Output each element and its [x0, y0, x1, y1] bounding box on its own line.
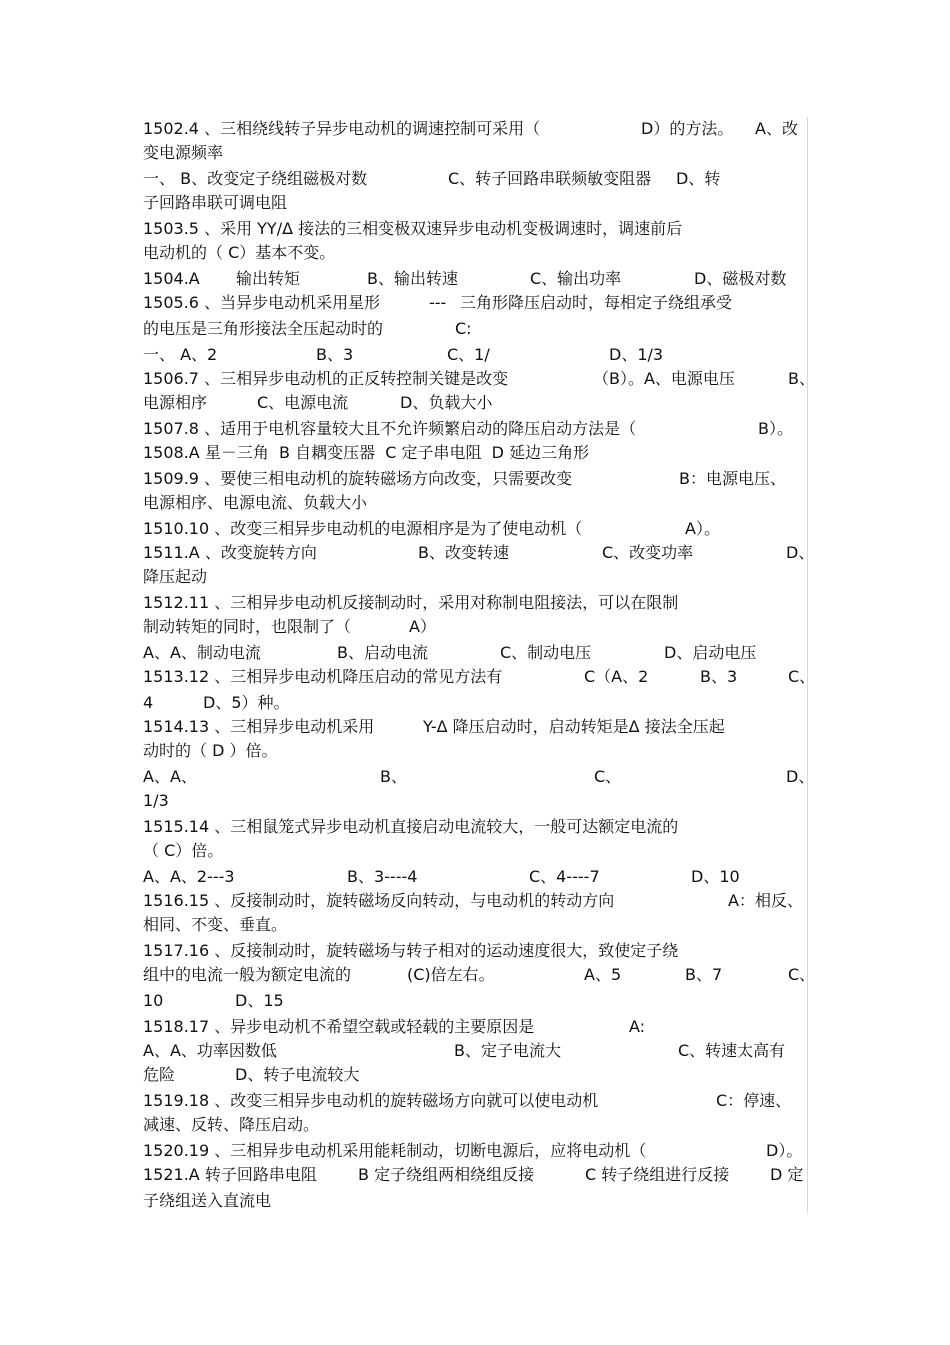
text-segment: C、4----7 [529, 867, 600, 886]
text-segment: D、 [786, 767, 815, 786]
text-segment: 1515.14 、三相鼠笼式异步电动机直接启动电流较大，一般可达额定电流的 [143, 817, 679, 836]
text-line [143, 1015, 807, 1039]
text-segment: C、改变功率 [602, 543, 694, 562]
text-line [143, 665, 816, 689]
text-segment: 组中的电流一般为额定电流的 [143, 965, 352, 984]
text-segment: D、负载大小 [400, 393, 493, 412]
text-line [143, 317, 807, 341]
text-segment: B、3 [316, 345, 354, 364]
text-segment: 电源相序 [143, 393, 208, 412]
text-segment: 1518.17 、异步电动机不希望空载或轻载的主要原因是 [143, 1017, 535, 1036]
text-segment: C、制动电压 [500, 643, 592, 662]
text-segment: 1521.A 转子回路串电阻 [143, 1165, 317, 1184]
text-segment: C、1/ [447, 345, 490, 364]
text-line [143, 865, 807, 889]
text-segment: 1506.7 、三相异步电动机的正反转控制关键是改变 [143, 369, 509, 388]
text-line [143, 615, 807, 639]
text-line [143, 467, 807, 491]
text-segment: D、5）种。 [203, 693, 290, 712]
text-segment: C、转子回路串联频敏变阻器 [448, 169, 652, 188]
text-segment: 1507.8 、适用于电机容量较大且不允许频繁启动的降压启动方法是（ [143, 419, 637, 438]
text-segment: 输出转矩 [236, 269, 301, 288]
text-line [143, 1063, 807, 1087]
text-segment: C: [455, 319, 472, 338]
text-segment: A）。 [685, 519, 720, 538]
text-segment: 变电源频率 [143, 143, 224, 162]
text-segment: C 转子绕组进行反接 [585, 1165, 730, 1184]
text-segment: B、改变转速 [418, 543, 509, 562]
text-segment: 危险 [143, 1065, 176, 1084]
text-segment: D）的方法。 [641, 119, 734, 138]
text-line [143, 1089, 807, 1113]
text-segment: 1519.18 、改变三相异步电动机的旋转磁场方向就可以使电动机 [143, 1091, 599, 1110]
text-segment: D）。 [766, 1141, 803, 1160]
text-line [143, 141, 807, 165]
text-segment: 1517.16 、反接制动时，旋转磁场与转子相对的运动速度很大，致使定子绕 [143, 941, 679, 960]
text-segment: 1513.12 、三相异步电动机降压启动的常见方法有 [143, 667, 503, 686]
text-line [143, 291, 807, 315]
text-segment: 1508.A 星－三角 B 自耦变压器 C 定子串电阻 D 延边三角形 [143, 443, 590, 462]
document-body [143, 117, 816, 1213]
text-segment: D、1/3 [609, 345, 664, 364]
text-segment: 减速、反转、降压启动。 [143, 1115, 320, 1134]
text-line [143, 1189, 807, 1213]
text-segment: C、 [788, 965, 816, 984]
text-segment: D、 [786, 543, 815, 562]
text-segment: B、 [788, 369, 815, 388]
text-line [143, 591, 807, 615]
text-segment: D、启动电压 [664, 643, 757, 662]
text-segment: 1509.9 、要使三相电动机的旋转磁场方向改变，只需要改变 [143, 469, 573, 488]
text-line [143, 367, 815, 391]
text-line [143, 641, 807, 665]
text-segment: D、10 [691, 867, 740, 886]
text-line [143, 839, 807, 863]
text-line [143, 241, 807, 265]
text-segment: C、 [594, 767, 622, 786]
text-segment: 1/3 [143, 791, 169, 810]
text-segment: B 定子绕组两相绕组反接 [358, 1165, 535, 1184]
text-segment: B、定子电流大 [454, 1041, 561, 1060]
text-line [143, 1139, 807, 1163]
text-line [143, 167, 807, 191]
text-segment: B、3 [700, 667, 738, 686]
text-segment: B、7 [685, 965, 723, 984]
text-segment: C（A、2 [584, 667, 649, 686]
text-segment: 一、 B、改变定子绕组磁极对数 [143, 169, 368, 188]
text-segment: 三角形降压启动时，每相定子绕组承受 [460, 293, 733, 312]
text-segment: C、输出功率 [530, 269, 622, 288]
text-segment: 相同、不变、垂直。 [143, 915, 288, 934]
text-segment: B、 [380, 767, 407, 786]
text-line [143, 117, 807, 141]
text-segment: A、改 [755, 119, 798, 138]
text-segment: C、转速太高有 [678, 1041, 786, 1060]
text-segment: D、转 [676, 169, 721, 188]
text-segment: 1512.11 、三相异步电动机反接制动时，采用对称制电阻接法，可以在限制 [143, 593, 679, 612]
text-line [143, 417, 807, 441]
text-segment: （ C）倍。 [143, 841, 224, 860]
text-segment: A：相反、 [728, 891, 803, 910]
text-line [143, 517, 807, 541]
text-segment: B）。 [758, 419, 793, 438]
text-segment: 电动机的（ C）基本不变。 [143, 243, 336, 262]
text-segment: --- [429, 293, 447, 312]
text-segment: B：电源电压、 [679, 469, 786, 488]
text-line [143, 1113, 807, 1137]
text-line [143, 889, 807, 913]
text-segment: 电源相序、电源电流、负载大小 [143, 493, 368, 512]
text-line [143, 765, 815, 789]
text-segment: 1504.A [143, 269, 200, 288]
text-line [143, 541, 815, 565]
text-line [143, 565, 807, 589]
text-line [143, 989, 807, 1013]
text-segment: A、A、2---3 [143, 867, 235, 886]
text-line [143, 739, 807, 763]
text-line [143, 441, 807, 465]
text-segment: B、输出转速 [367, 269, 458, 288]
text-segment: (C)倍左右。 [407, 965, 495, 984]
text-segment: D、转子电流较大 [235, 1065, 360, 1084]
text-line [143, 1039, 807, 1063]
text-line [143, 391, 807, 415]
text-segment: 子回路串联可调电阻 [143, 193, 288, 212]
text-segment: 1511.A 、改变旋转方向 [143, 543, 317, 562]
text-line [143, 939, 807, 963]
text-segment: 制动转矩的同时，也限制了（ [143, 617, 352, 636]
text-segment: D、磁极对数 [694, 269, 787, 288]
text-segment: 1505.6 、当异步电动机采用星形 [143, 293, 381, 312]
text-segment: （B）。A、电源电压 [593, 369, 735, 388]
text-segment: 动时的（ D ）倍。 [143, 741, 278, 760]
text-segment: B、3----4 [347, 867, 418, 886]
text-segment: D 定 [770, 1165, 804, 1184]
text-line [143, 789, 807, 813]
text-segment: 一、 A、2 [143, 345, 218, 364]
text-segment: B、启动电流 [337, 643, 428, 662]
text-segment: 4 [143, 693, 154, 712]
text-segment: Y-Δ 降压启动时，启动转矩是Δ 接法全压起 [423, 717, 725, 736]
text-segment: 1516.15 、反接制动时，旋转磁场反向转动，与电动机的转动方向 [143, 891, 615, 910]
text-line [143, 343, 807, 367]
text-line [143, 963, 816, 987]
text-segment: 10 [143, 991, 164, 1010]
text-segment: A: [629, 1017, 646, 1036]
text-segment: 1510.10 、改变三相异步电动机的电源相序是为了使电动机（ [143, 519, 583, 538]
text-segment: A、A、 [143, 767, 197, 786]
text-line [143, 691, 807, 715]
text-segment: 的电压是三角形接法全压起动时的 [143, 319, 384, 338]
text-line [143, 267, 807, 291]
text-segment: C、 [788, 667, 816, 686]
text-segment: C：停速、 [716, 1091, 792, 1110]
text-line [143, 913, 807, 937]
text-line [143, 715, 807, 739]
text-segment: A、5 [584, 965, 622, 984]
text-segment: 1503.5 、采用 YY/Δ 接法的三相变极双速异步电动机变极调速时，调速前后 [143, 219, 683, 238]
text-segment: A） [409, 617, 436, 636]
text-line [143, 491, 807, 515]
text-line [143, 815, 807, 839]
text-segment: D、15 [235, 991, 284, 1010]
text-segment: 1514.13 、三相异步电动机采用 [143, 717, 375, 736]
text-segment: 子绕组送入直流电 [143, 1191, 272, 1210]
text-segment: A、A、制动电流 [143, 643, 261, 662]
text-line [143, 217, 807, 241]
text-segment: C、电源电流 [257, 393, 349, 412]
text-line [143, 191, 807, 215]
text-segment: 1520.19 、三相异步电动机采用能耗制动，切断电源后，应将电动机（ [143, 1141, 647, 1160]
text-segment: 1502.4 、三相绕线转子异步电动机的调速控制可采用（ [143, 119, 541, 138]
text-segment: 降压起动 [143, 567, 208, 586]
text-segment: A、A、功率因数低 [143, 1041, 277, 1060]
text-line [143, 1163, 807, 1187]
